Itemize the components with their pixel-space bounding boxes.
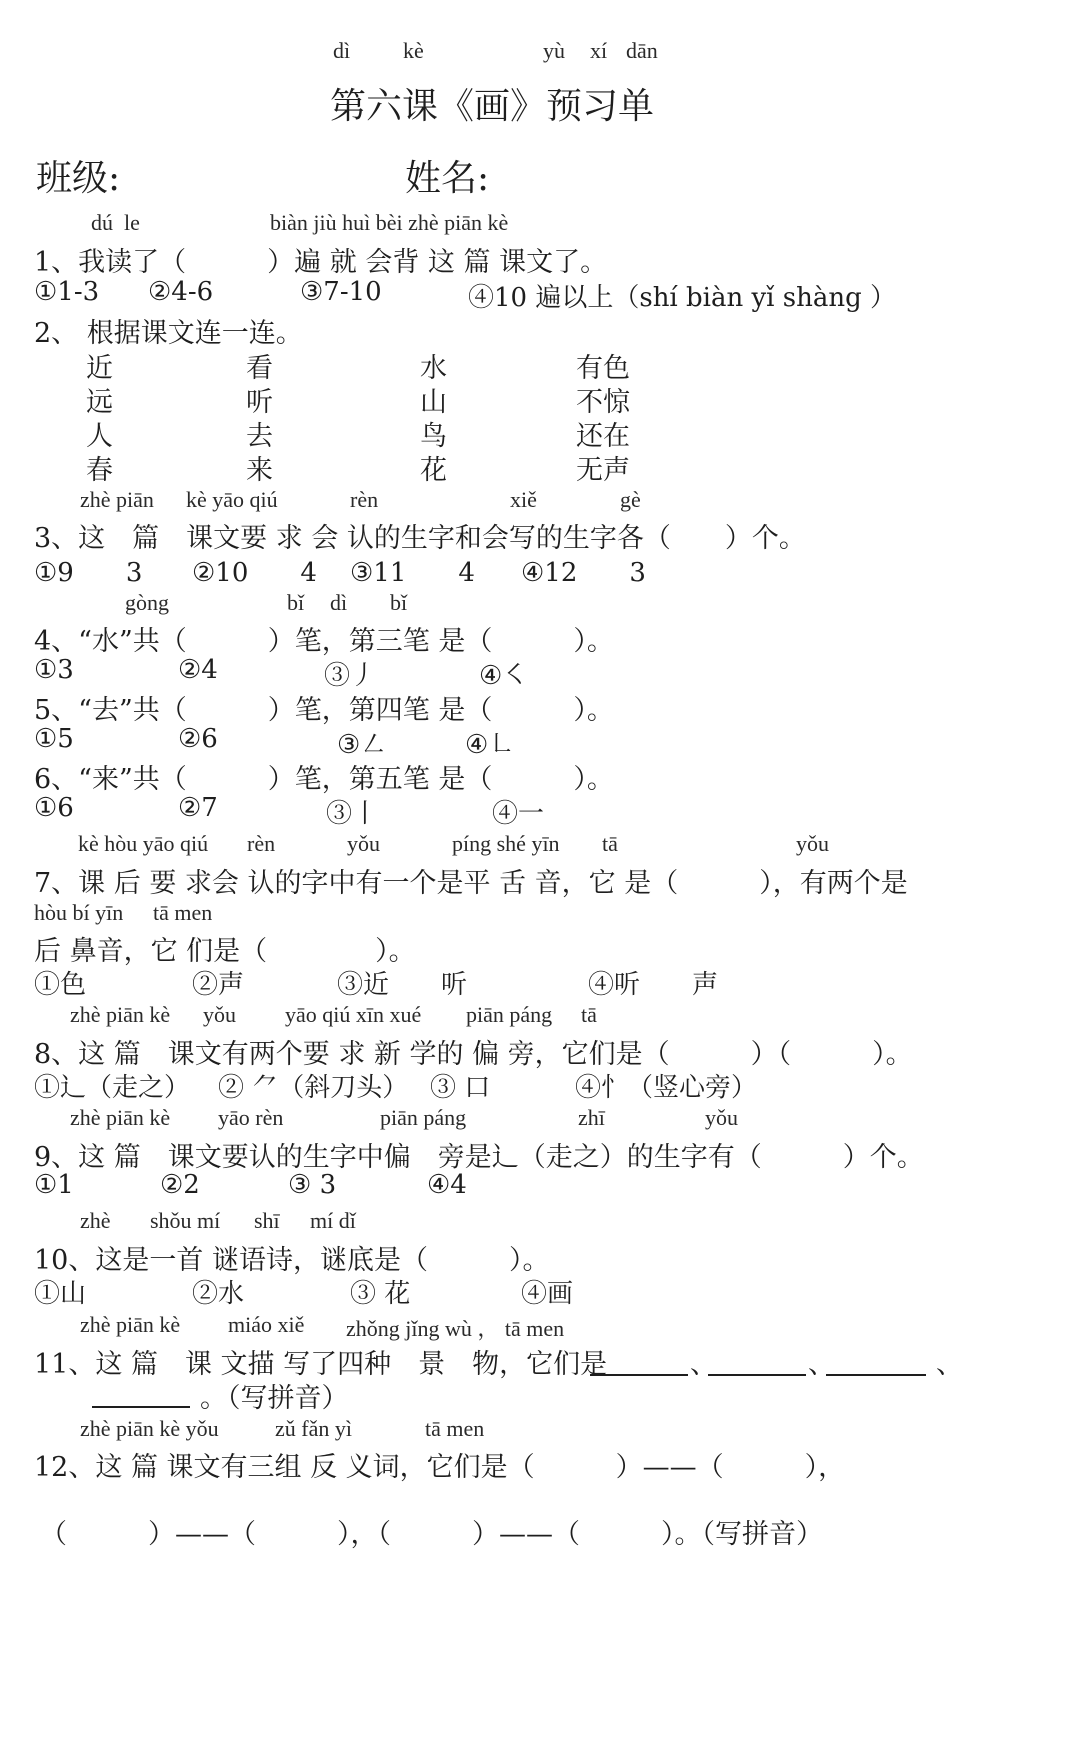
title-pinyin-2: kè bbox=[403, 38, 424, 63]
q5-option-3: ③㇜ bbox=[337, 730, 387, 760]
q11-answer-blank-3[interactable] bbox=[826, 1374, 926, 1376]
q2-col2-4: 来 bbox=[246, 455, 273, 486]
q11-tail: 。（写拼音） bbox=[200, 1383, 349, 1414]
q7-pinyin-6: yǒu bbox=[796, 831, 829, 856]
title-pinyin-4: xí bbox=[590, 38, 608, 63]
name-label: 姓名: bbox=[405, 158, 490, 199]
q8-option-1: ①辶（走之） bbox=[34, 1073, 191, 1103]
q3-option-1: ①9 3 bbox=[34, 558, 143, 588]
q2-col2-2: 听 bbox=[246, 387, 273, 418]
q2-col3-4: 花 bbox=[420, 455, 447, 486]
q11-answer-blank-1[interactable] bbox=[590, 1374, 688, 1376]
q2-col2-3: 去 bbox=[246, 421, 273, 452]
q1-pinyin-3: biàn jiù huì bèi zhè piān kè bbox=[270, 210, 509, 235]
q1-question: 1、我读了（ ）遍 就 会背 这 篇 课文了。 bbox=[34, 247, 608, 278]
q12-pinyin-2: zǔ fǎn yì bbox=[275, 1416, 352, 1441]
q6-question: 6、“来”共（ ）笔，第五笔 是（ ）。 bbox=[34, 764, 614, 795]
title-pinyin-3: yù bbox=[543, 38, 565, 63]
q10-pinyin-1: zhè bbox=[80, 1208, 111, 1233]
q12-pinyin-1: zhè piān kè yǒu bbox=[80, 1416, 219, 1441]
page-title: 第六课《画》预习单 bbox=[330, 86, 655, 127]
q8-pinyin-4: piān páng bbox=[466, 1002, 553, 1027]
q12-question: 12、这 篇 课文有三组 反 义词，它们是（ ）——（ ）， bbox=[34, 1452, 846, 1483]
q11-answer-blank-2[interactable] bbox=[708, 1374, 806, 1376]
q2-col3-3: 鸟 bbox=[420, 421, 447, 452]
q11-answer-blank-4[interactable] bbox=[92, 1406, 190, 1408]
q4-pinyin-3: dì bbox=[330, 590, 348, 615]
q9-option-3: ③ 3 bbox=[288, 1170, 337, 1200]
class-label: 班级: bbox=[36, 158, 121, 199]
q3-pinyin-5: gè bbox=[620, 487, 641, 512]
q7-pinyin-1: kè hòu yāo qiú bbox=[78, 831, 209, 856]
q4-pinyin-1: gòng bbox=[125, 590, 169, 615]
q2-col4-3: 还在 bbox=[576, 421, 630, 452]
q6-option-2: ②7 bbox=[178, 793, 218, 823]
q2-col1-2: 远 bbox=[86, 387, 113, 418]
q4-option-2: ②4 bbox=[178, 655, 218, 685]
q10-option-4: ④画 bbox=[521, 1279, 574, 1309]
q2-col4-1: 有色 bbox=[576, 353, 630, 384]
q3-question: 3、这 篇 课文要 求 会 认的生字和会写的生字各（ ）个。 bbox=[34, 523, 806, 554]
q4-pinyin-4: bǐ bbox=[390, 590, 408, 615]
q7-pinyin-7: hòu bí yīn bbox=[34, 900, 124, 925]
q9-question: 9、这 篇 课文要认的生字中偏 旁是辶（走之）的生字有（ ）个。 bbox=[34, 1142, 924, 1173]
q10-pinyin-4: mí dǐ bbox=[310, 1208, 356, 1233]
title-pinyin-5: dān bbox=[626, 38, 658, 63]
q2-col1-4: 春 bbox=[86, 455, 113, 486]
q9-pinyin-3: piān páng bbox=[380, 1105, 467, 1130]
q1-option-3: ③7-10 bbox=[300, 277, 382, 307]
q4-option-1: ①3 bbox=[34, 655, 74, 685]
q3-option-3: ③11 4 bbox=[350, 558, 475, 588]
q7-pinyin-2: rèn bbox=[247, 831, 276, 856]
q6-option-1: ①6 bbox=[34, 793, 74, 823]
q11-separator-1: 、 bbox=[690, 1349, 717, 1380]
q11-separator-3: 、 bbox=[936, 1349, 963, 1380]
q11-separator-2: 、 bbox=[808, 1349, 835, 1380]
q9-pinyin-5: yǒu bbox=[705, 1105, 738, 1130]
q1-pinyin-1: dú bbox=[91, 210, 113, 235]
q2-question: 2、 根据课文连一连。 bbox=[34, 318, 303, 349]
q11-question: 11、这 篇 课 文描 写了四种 景 物，它们是 bbox=[34, 1349, 608, 1380]
q8-option-4: ④忄（竖心旁） bbox=[575, 1073, 758, 1103]
q7-pinyin-8: tā men bbox=[153, 900, 213, 925]
q3-option-2: ②10 4 bbox=[192, 558, 317, 588]
q2-col2-1: 看 bbox=[246, 353, 273, 384]
q10-option-1: ①山 bbox=[34, 1279, 87, 1309]
q10-pinyin-3: shī bbox=[254, 1208, 280, 1233]
q7-pinyin-3: yǒu bbox=[347, 831, 380, 856]
q10-pinyin-2: shǒu mí bbox=[150, 1208, 221, 1233]
q3-pinyin-1: zhè piān bbox=[80, 487, 154, 512]
q7-option-1: ①色 bbox=[34, 970, 87, 1000]
q3-option-4: ④12 3 bbox=[521, 558, 646, 588]
q11-pinyin-1: zhè piān kè bbox=[80, 1312, 181, 1337]
q2-col1-3: 人 bbox=[86, 421, 113, 452]
q7-question-line1: 7、课 后 要 求会 认的字中有一个是平 舌 音，它 是（ ），有两个是 bbox=[34, 868, 908, 899]
q8-pinyin-5: tā bbox=[581, 1002, 597, 1027]
q9-option-1: ①1 bbox=[34, 1170, 74, 1200]
q6-option-4: ④一 bbox=[492, 799, 545, 829]
q9-pinyin-1: zhè piān kè bbox=[70, 1105, 171, 1130]
q8-option-2: ② ⺈（斜刀头） bbox=[218, 1073, 409, 1103]
q12-question-line2: （ ）——（ ），（ ）——（ ）。（写拼音） bbox=[40, 1519, 823, 1550]
q9-pinyin-4: zhī bbox=[578, 1105, 605, 1130]
q2-col3-1: 水 bbox=[420, 353, 447, 384]
q1-option-2: ②4-6 bbox=[148, 277, 214, 307]
q3-pinyin-2: kè yāo qiú bbox=[186, 487, 278, 512]
q8-pinyin-1: zhè piān kè bbox=[70, 1002, 171, 1027]
q5-option-4: ④㇗ bbox=[465, 730, 515, 760]
q4-option-3: ③丿 bbox=[324, 661, 377, 691]
q8-option-3: ③ 口 bbox=[430, 1073, 491, 1103]
q9-option-2: ②2 bbox=[160, 1170, 200, 1200]
q4-option-4: ④㇛ bbox=[479, 661, 529, 691]
q6-option-3: ③丨 bbox=[326, 799, 379, 829]
q1-option-4: ④10 遍以上（shí biàn yǐ shàng ） bbox=[468, 283, 896, 313]
q9-pinyin-2: yāo rèn bbox=[218, 1105, 284, 1130]
q7-option-3: ③近 听 bbox=[337, 970, 468, 1000]
q2-col3-2: 山 bbox=[420, 387, 447, 418]
q1-pinyin-2: le bbox=[124, 210, 140, 235]
q3-pinyin-4: xiě bbox=[510, 487, 537, 512]
q10-question: 10、这是一首 谜语诗，谜底是（ ）。 bbox=[34, 1245, 550, 1276]
q11-pinyin-3: zhǒng jǐng wù ， tā men bbox=[346, 1316, 565, 1341]
q4-pinyin-2: bǐ bbox=[287, 590, 305, 615]
q11-pinyin-2: miáo xiě bbox=[228, 1312, 305, 1337]
q2-col4-4: 无声 bbox=[576, 455, 630, 486]
q10-option-3: ③ 花 bbox=[350, 1279, 411, 1309]
q7-option-2: ②声 bbox=[192, 970, 245, 1000]
q12-pinyin-3: tā men bbox=[425, 1416, 485, 1441]
q7-option-4: ④听 声 bbox=[588, 970, 719, 1000]
q7-question-line2: 后 鼻音，它 们是（ ）。 bbox=[34, 936, 416, 967]
q7-pinyin-5: tā bbox=[602, 831, 618, 856]
q2-col4-2: 不惊 bbox=[576, 387, 630, 418]
q4-question: 4、“水”共（ ）笔，第三笔 是（ ）。 bbox=[34, 626, 614, 657]
q8-pinyin-2: yǒu bbox=[203, 1002, 236, 1027]
q5-option-1: ①5 bbox=[34, 724, 74, 754]
q9-option-4: ④4 bbox=[427, 1170, 467, 1200]
q7-pinyin-4: píng shé yīn bbox=[452, 831, 560, 856]
q10-option-2: ②水 bbox=[192, 1279, 245, 1309]
q2-col1-1: 近 bbox=[86, 353, 113, 384]
q5-question: 5、“去”共（ ）笔，第四笔 是（ ）。 bbox=[34, 695, 614, 726]
q8-pinyin-3: yāo qiú xīn xué bbox=[285, 1002, 422, 1027]
q1-option-1: ①1-3 bbox=[34, 277, 100, 307]
q3-pinyin-3: rèn bbox=[350, 487, 379, 512]
q5-option-2: ②6 bbox=[178, 724, 218, 754]
title-pinyin-1: dì bbox=[333, 38, 351, 63]
q8-question: 8、这 篇 课文有两个要 求 新 学的 偏 旁，它们是（ ）（ ）。 bbox=[34, 1039, 913, 1070]
